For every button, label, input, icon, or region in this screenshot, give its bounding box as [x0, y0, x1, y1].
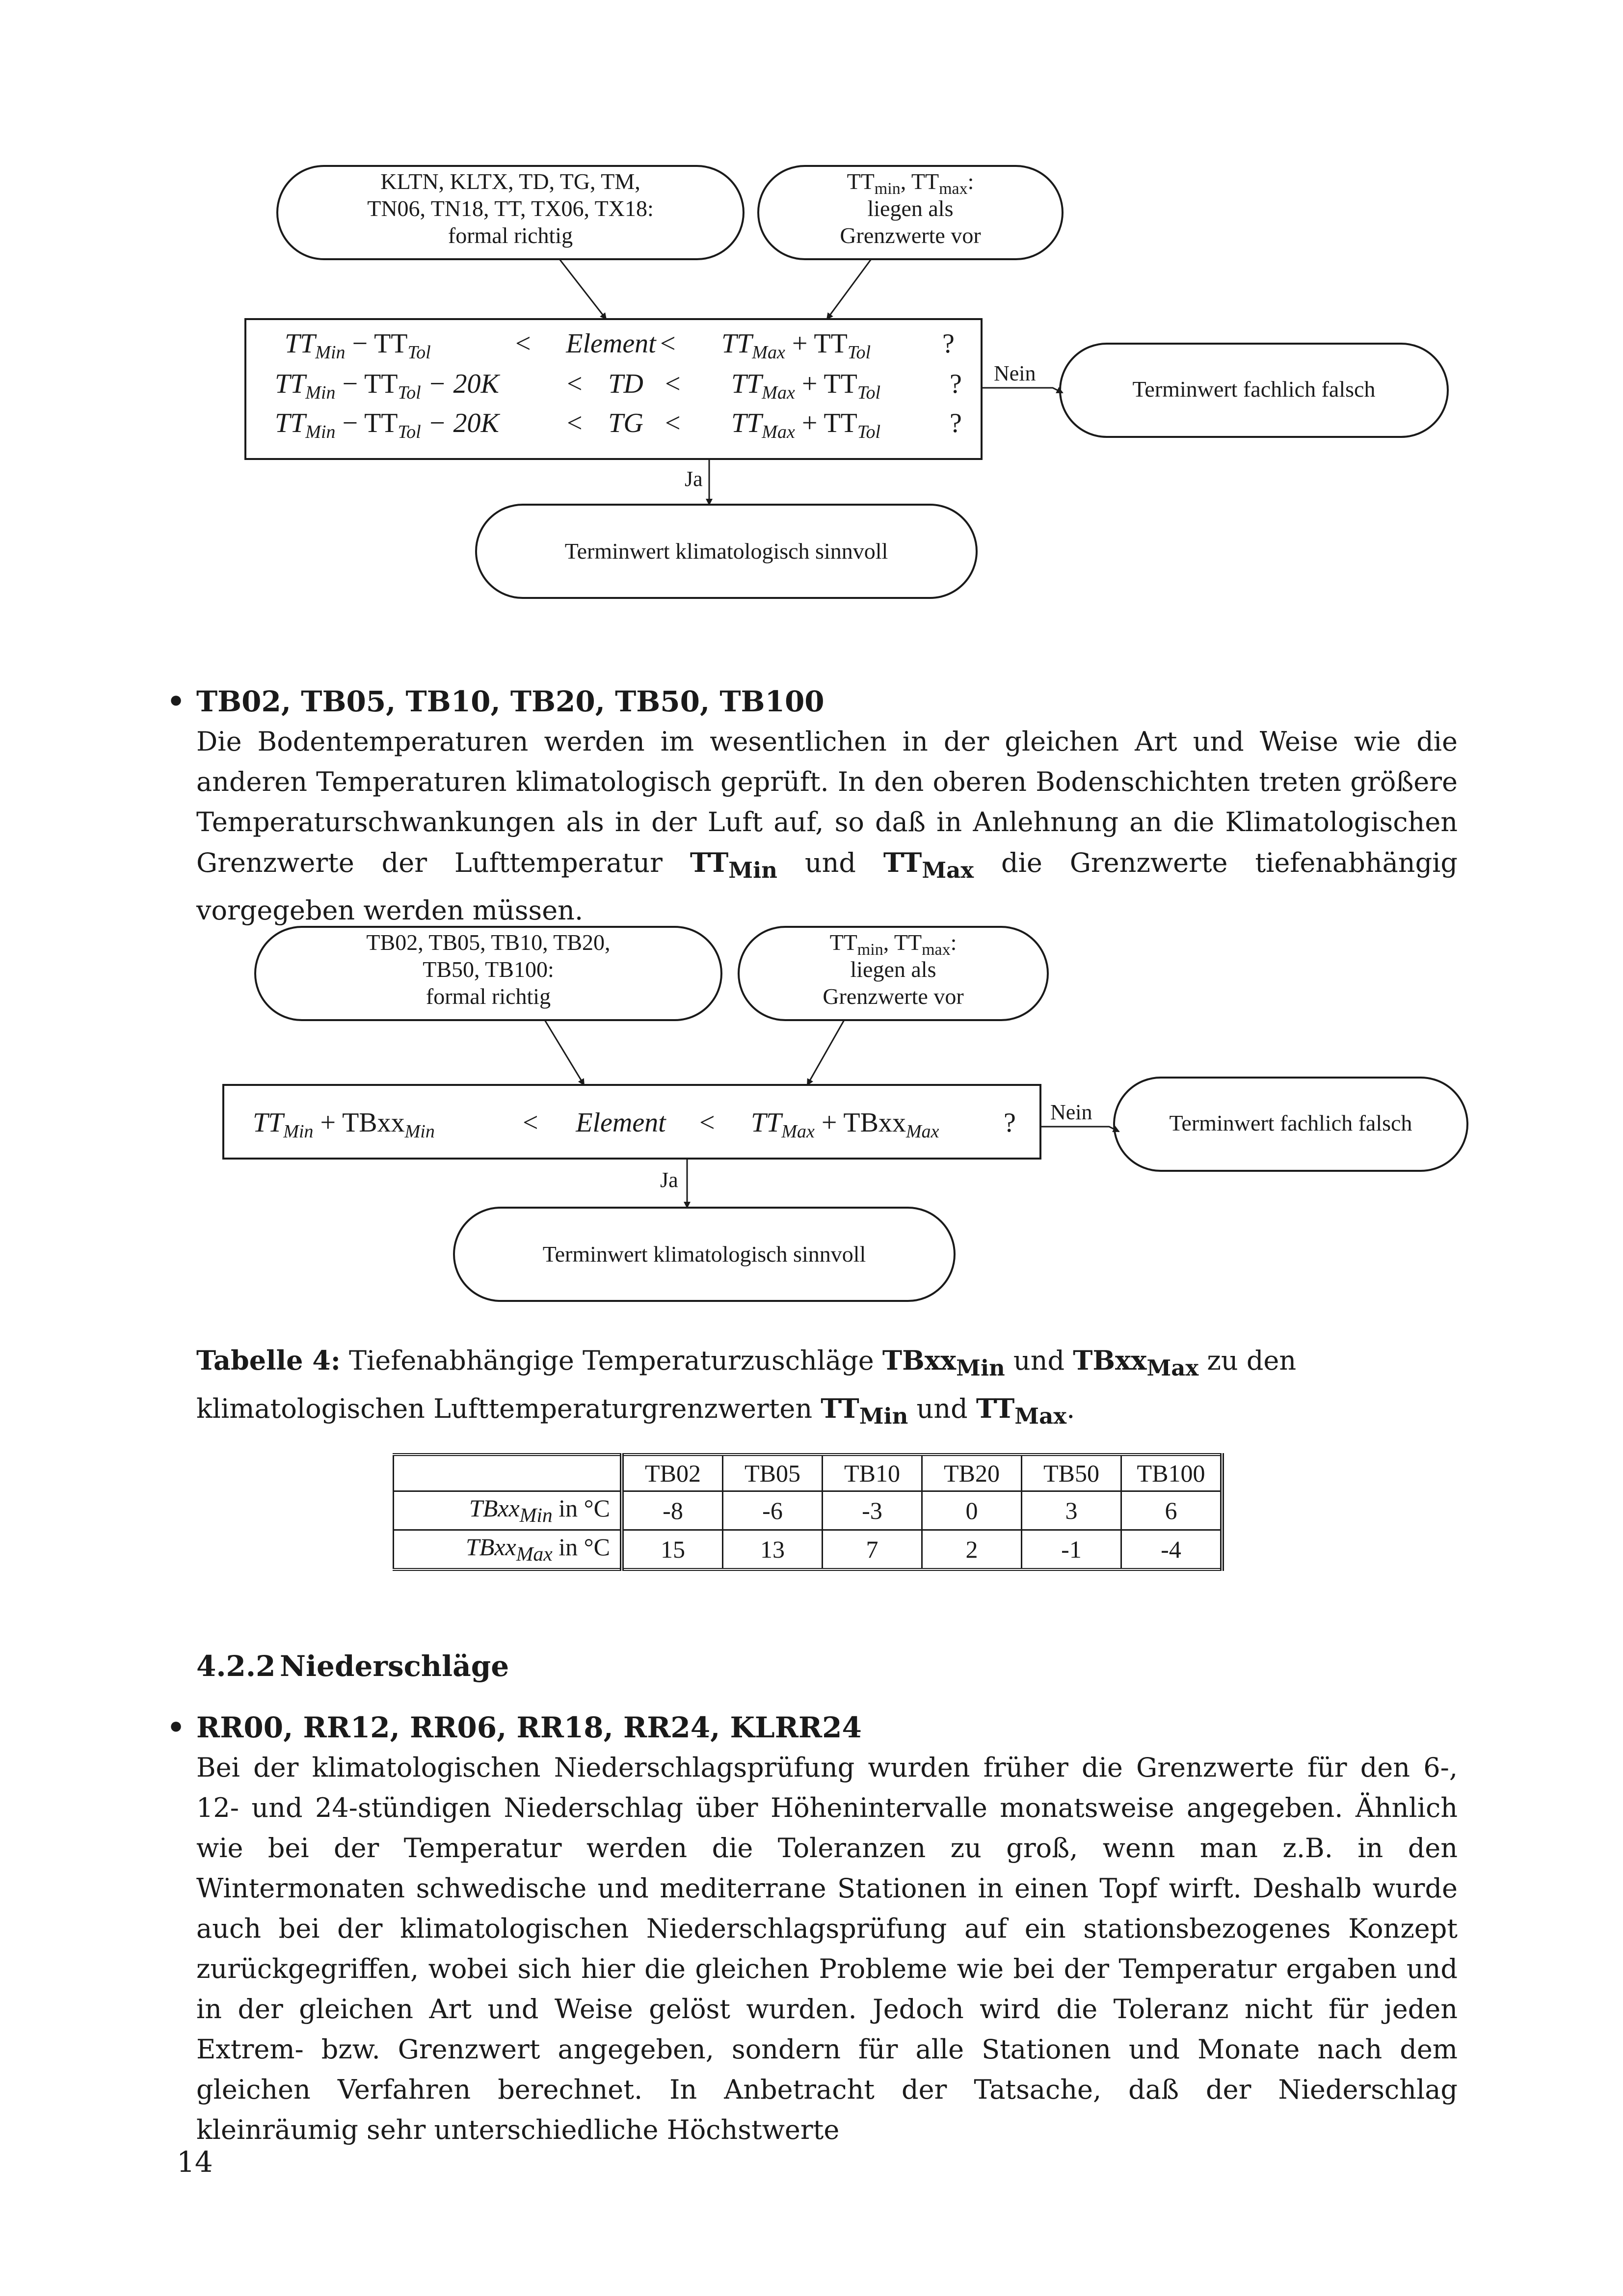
- table-column-header: TB50: [1022, 1455, 1121, 1491]
- condition-row: [275, 369, 962, 403]
- arrow-line: [807, 1020, 844, 1085]
- table-cell: 2: [922, 1530, 1022, 1570]
- arrow-line: [982, 388, 1063, 393]
- svg-text:Element: Element: [576, 1107, 666, 1138]
- svg-text:<: <: [660, 328, 676, 359]
- svg-text:?: ?: [942, 328, 955, 359]
- svg-text:<: <: [665, 369, 681, 399]
- table-header-row: [394, 1455, 1223, 1491]
- arrow-line: [827, 259, 871, 319]
- section-number: 4.2.2: [196, 1649, 276, 1683]
- yes-label: Ja: [660, 1168, 678, 1192]
- input-box-limits-line: Grenzwerte vor: [823, 984, 964, 1009]
- table-cell: 13: [723, 1530, 823, 1570]
- input-box-formal-line: formal richtig: [426, 984, 551, 1009]
- arrow-line: [1040, 1127, 1119, 1132]
- table-column-header: TB20: [922, 1455, 1022, 1491]
- input-box-limits-line: $TT_{min}$, $TT_{max}$:: [847, 169, 974, 198]
- condition-row: [285, 328, 955, 363]
- table-cell: 0: [922, 1491, 1022, 1530]
- table-cell: 15: [622, 1530, 723, 1570]
- section-soil-temperatures: [196, 681, 1458, 931]
- svg-text:TTMax + TBxxMax: $TT_{Max}$ + TBxx$_{Max}$: [751, 1107, 939, 1142]
- input-box-formal-line: TN06, TN18, TT, TX06, TX18:: [367, 196, 654, 221]
- caption-label: Tabelle 4:: [196, 1345, 341, 1376]
- section-heading: [196, 1649, 509, 1683]
- table-cell: -4: [1121, 1530, 1223, 1570]
- table-column-header: TB10: [823, 1455, 922, 1491]
- input-box-formal-line: formal richtig: [448, 223, 573, 248]
- table-column-header: TB02: [622, 1455, 723, 1491]
- flowchart-temperature: [0, 0, 1623, 619]
- svg-text:TTMax + TTTol: $TT_{Max} + TT_{Tol}$: [721, 328, 871, 363]
- svg-text:TD: TD: [608, 369, 643, 399]
- table-cell: -6: [723, 1491, 823, 1530]
- section-precipitation: [196, 1707, 1458, 2150]
- table-cell: 7: [823, 1530, 922, 1570]
- table-cell: 3: [1022, 1491, 1121, 1530]
- no-label: Nein: [1050, 1100, 1092, 1124]
- svg-text:?: ?: [1004, 1107, 1016, 1138]
- svg-text:<: <: [699, 1107, 715, 1138]
- paragraph: Die Bodentemperaturen werden im wesentlichen in der gleichen Art und Weise wie die anderen Temperaturen klimatologisch geprüft. In den oberen Bodenschichten treten größere Temperaturschwankungen als in der Luft auf, so daß in Anlehnung an die Klimatologischen Grenzwerte der Lufttemperatur $TT_{Min}$ und $TT_{Max}$ die Grenzwerte tiefenabhängig vorgegeben werden müssen.: [196, 726, 1458, 926]
- table-cell: -1: [1022, 1530, 1121, 1570]
- bullet-title: • RR00, RR12, RR06, RR18, RR24, KLRR24: [196, 1707, 1458, 1748]
- svg-text:TTMax + TTTol: $TT_{Max} + TT_{Tol}$: [731, 369, 881, 403]
- result-false-text: Terminwert fachlich falsch: [1169, 1110, 1412, 1135]
- condition-row: [275, 408, 962, 442]
- section-heading-text: Niederschläge: [280, 1649, 509, 1683]
- no-label: Nein: [994, 361, 1036, 385]
- input-box-limits-line: liegen als: [867, 196, 954, 221]
- svg-text:<: <: [665, 408, 681, 438]
- table-row: [394, 1530, 1223, 1570]
- soil-temperature-table: [393, 1453, 1224, 1571]
- input-box-limits-line: Grenzwerte vor: [840, 223, 981, 248]
- svg-text:Element: Element: [566, 328, 656, 359]
- svg-text:<: <: [523, 1107, 538, 1138]
- table-cell: -8: [622, 1491, 723, 1530]
- paragraph: Bei der klimatologischen Niederschlagsprüfung wurden früher die Grenzwerte für den 6-, 12- und 24-stündigen Niederschlag über Höhenintervalle monatsweise angegeben. Ähnlich wie bei der Temperatur werden die Toleranzen zu groß, wenn man z.B. in den Wintermonaten schwedische und mediterrane Stationen in einen Topf wirft. Deshalb wurde auch bei der klimatologischen Niederschlagsprüfung auf ein stationsbezogenes Konzept zurückgegriffen, wobei sich hier die gleichen Probleme wie bei der Temperatur ergaben und in der gleichen Art und Weise gelöst wurden. Jedoch wird die Toleranz nicht für jeden Extrem- bzw. Grenzwert angegeben, sondern für alle Stationen und Monate nach dem gleichen Verfahren berechnet. In Anbetracht der Tatsache, daß der Niederschlag kleinräumig sehr unterschiedliche Höchstwerte: [196, 1752, 1458, 2145]
- result-true-text: Terminwert klimatologisch sinnvoll: [542, 1242, 866, 1267]
- svg-text:TG: TG: [608, 408, 643, 438]
- svg-text:TTMin − TTTol: $TT_{Min} - TT_{Tol}$: [285, 328, 431, 363]
- svg-text:?: ?: [950, 408, 962, 438]
- table-caption: Tabelle 4: Tiefenabhängige Temperaturzuschläge TBxx$_{Min}$ und TBxx$_{Max}$ zu den klimatologischen Lufttemperaturgrenzwerten $TT_{Min}$ und $TT_{Max}$.: [196, 1345, 1297, 1429]
- flowchart-soil-temperature: [0, 923, 1623, 1316]
- table-row: [394, 1491, 1223, 1530]
- input-box-formal-line: TB02, TB05, TB10, TB20,: [366, 930, 611, 955]
- arrow-line: [545, 1020, 584, 1085]
- svg-text:TTMin − TTTol − 20K: $TT_{Min} - TT_{Tol} - 20K$: [275, 408, 499, 442]
- condition-row: [253, 1107, 1016, 1142]
- svg-text:<: <: [515, 328, 531, 359]
- table-corner-cell: [394, 1455, 622, 1491]
- yes-label: Ja: [685, 467, 703, 491]
- result-false-text: Terminwert fachlich falsch: [1132, 377, 1376, 402]
- svg-text:TTMin − TTTol − 20K: $TT_{Min} - TT_{Tol} - 20K$: [275, 369, 499, 403]
- table-column-header: TB100: [1121, 1455, 1223, 1491]
- input-box-limits-line: $TT_{min}$, $TT_{max}$:: [829, 930, 957, 959]
- arrow-line: [559, 259, 606, 319]
- table-column-header: TB05: [723, 1455, 823, 1491]
- result-true-text: Terminwert klimatologisch sinnvoll: [564, 539, 888, 564]
- bullet-title: • TB02, TB05, TB10, TB20, TB50, TB100: [196, 681, 1458, 722]
- svg-text:TTMax + TTTol: $TT_{Max} + TT_{Tol}$: [731, 408, 881, 442]
- table-cell: 6: [1121, 1491, 1223, 1530]
- svg-text:<: <: [567, 369, 583, 399]
- input-box-formal-line: KLTN, KLTX, TD, TG, TM,: [380, 169, 640, 194]
- table-row-header: TBxx$_{Max}$ in °C: [394, 1530, 622, 1570]
- table-row-header: TBxx$_{Min}$ in °C: [394, 1491, 622, 1530]
- svg-text:<: <: [567, 408, 583, 438]
- input-box-limits-line: liegen als: [850, 957, 936, 982]
- table-cell: -3: [823, 1491, 922, 1530]
- svg-text:?: ?: [950, 369, 962, 399]
- page-number: 14: [177, 2145, 213, 2179]
- svg-text:TTMin + TBxxMin: $TT_{Min}$ + TBxx$_{Min}$: [253, 1107, 435, 1142]
- input-box-formal-line: TB50, TB100:: [423, 957, 554, 982]
